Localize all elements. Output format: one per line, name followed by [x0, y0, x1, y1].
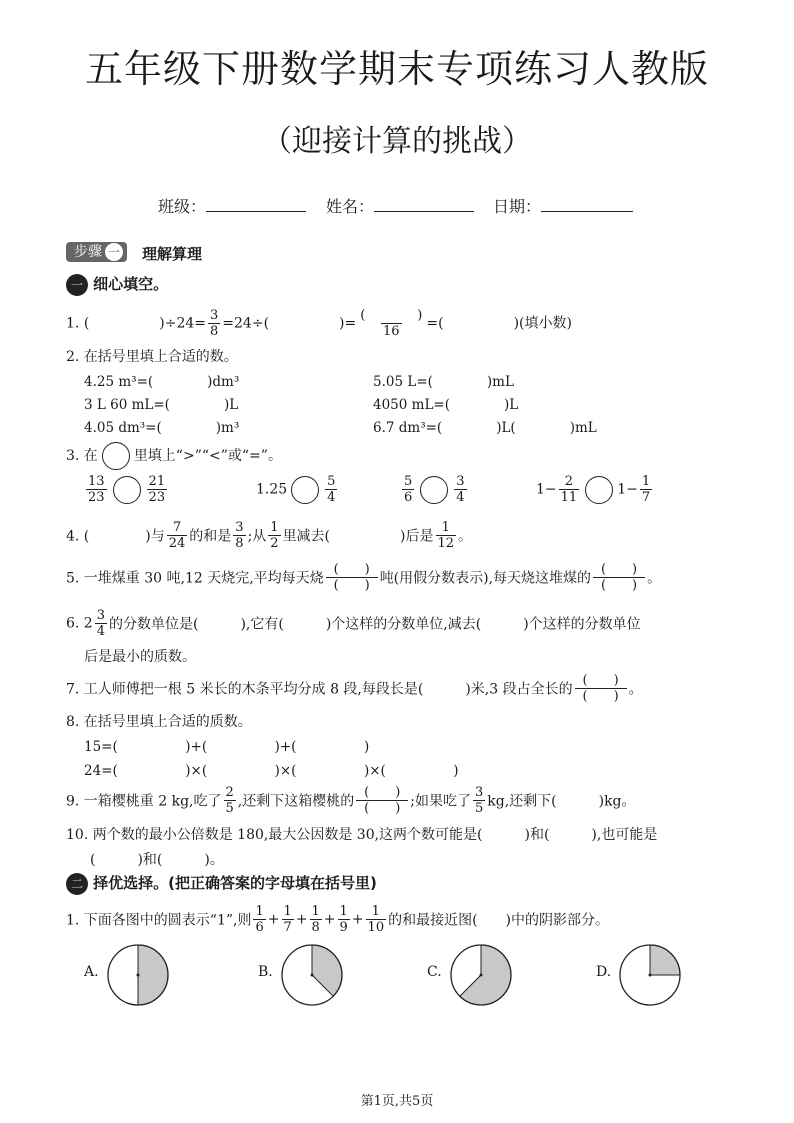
- page-footer: 第1页,共5页: [360, 1094, 434, 1109]
- pie-circle-c: [448, 942, 514, 1008]
- q3-item-c: $\frac{5}{6}$ $\frac{3}{4}$: [404, 474, 465, 505]
- question-8-heading: 8. 在括号里填上合适的质数。: [66, 714, 252, 730]
- q3-item-d: 1− $\frac{2}{11}$ 1− $\frac{1}{7}$: [536, 474, 651, 505]
- question-10: 10. 两个数的最小公倍数是 180,最大公因数是 30,这两个数可能是( )和( ),也可能是: [66, 827, 658, 843]
- q2-item: 6.7 dm³=( )L( )mL: [373, 420, 597, 436]
- center-dot: [480, 974, 483, 977]
- question-3-heading: 3. 在 里填上“>”“<”或“=”。: [66, 442, 282, 470]
- class-blank[interactable]: [206, 197, 306, 212]
- center-dot: [649, 974, 652, 977]
- answer-fraction-blank[interactable]: $\frac{( )}{( )}$: [593, 562, 645, 593]
- q1-text: =( )(填小数): [426, 315, 572, 332]
- compare-circle[interactable]: [291, 476, 319, 504]
- page-title: 五年级下册数学期末专项练习人教版: [84, 47, 709, 91]
- fraction: $\frac{3}{8}$: [210, 308, 219, 339]
- section-1-heading: [66, 273, 168, 296]
- step-title: 理解算理: [142, 245, 203, 263]
- class-field: [158, 194, 306, 217]
- answer-fraction-blank[interactable]: $\frac{( )}{( )}$: [575, 673, 627, 704]
- compare-circle: [102, 442, 130, 470]
- q2-item: 3 L 60 mL=( )L: [84, 397, 239, 413]
- q1-text: ( )÷24=: [83, 315, 207, 332]
- q3-item-b: 1.25 $\frac{5}{4}$: [256, 474, 336, 505]
- answer-fraction-blank[interactable]: $\frac{( )}{( )}$: [356, 785, 408, 816]
- question-7: 7. 工人师傅把一根 5 米长的木条平均分成 8 段,每段长是( )米,3 段占全长的 $\frac{( )}{( )}$ 。: [66, 673, 643, 704]
- pie-circle-b: [279, 942, 345, 1008]
- q2-item: 4.25 m³=( )dm³: [84, 374, 240, 390]
- step-number: 一: [105, 243, 123, 261]
- q2-item: 4.05 dm³=( )m³: [84, 420, 240, 436]
- q2-item: 4050 mL=( )L: [373, 397, 519, 413]
- name-blank[interactable]: [374, 197, 474, 212]
- q2-item: 5.05 L=( )mL: [373, 374, 514, 390]
- question-number: 1.: [66, 315, 80, 332]
- shaded-sector: [312, 945, 342, 996]
- question-9: 9. 一箱樱桃重 2 kg,吃了 $\frac{2}{5}$ ,还剩下这箱樱桃的 $\frac{( )}{( )}$ ;如果吃了 $\frac{3}{5}$ kg,还剩下( )kg。: [66, 785, 636, 816]
- center-dot: [311, 974, 314, 977]
- question-4: 4. ( )与 $\frac{7}{24}$ 的和是 $\frac{3}{8}$ ;从 $\frac{1}{2}$ 里减去( )后是 $\frac{1}{12}$ 。: [66, 520, 473, 551]
- compare-circle[interactable]: [113, 476, 141, 504]
- question-1: [66, 308, 572, 339]
- name-field: [326, 194, 474, 217]
- shaded-sector: [138, 945, 168, 1005]
- question-5: 5. 一堆煤重 30 吨,12 天烧完,平均每天烧 $\frac{( )}{( )}$ 吨(用假分数表示),每天烧这堆煤的 $\frac{( )}{( )}$ 。: [66, 562, 662, 593]
- section-number: 一: [66, 274, 88, 296]
- pie-circle-a: [105, 942, 171, 1008]
- page-subtitle: （迎接计算的挑战）: [262, 124, 532, 159]
- class-label: 班级：: [158, 197, 207, 216]
- q1-text: =24÷( )=: [222, 315, 357, 332]
- fraction: $\frac{( )}{16}$: [360, 308, 423, 339]
- s2-question-1: 1. 下面各图中的圆表示“1”,则 $\frac{1}{6}$ + $\frac{1}{7}$ + $\frac{1}{8}$ + $\frac{1}{9}$ + $\frac{1}{10}$ 的和最接近图( )中的阴影部分。: [66, 904, 610, 935]
- q8-item: 15=( )+( )+( ): [84, 739, 370, 755]
- section-title: 择优选择。(把正确答案的字母填在括号里): [93, 874, 377, 892]
- center-dot: [137, 974, 140, 977]
- answer-fraction-blank[interactable]: $\frac{( )}{( )}$: [326, 562, 378, 593]
- date-field: [493, 194, 633, 217]
- section-title: 细心填空。: [93, 275, 169, 293]
- question-2-heading: 2. 在括号里填上合适的数。: [66, 349, 238, 365]
- question-10-line2: ( )和( )。: [90, 852, 224, 868]
- question-6: 6. 2 $\frac{3}{4}$ 的分数单位是( ),它有( )个这样的分数单位,减去( )个这样的分数单位: [66, 608, 641, 639]
- step-badge: [66, 242, 127, 262]
- section-number: 二: [66, 873, 88, 895]
- date-label: 日期：: [493, 197, 542, 216]
- step-badge-label: 步骤: [74, 244, 102, 260]
- date-blank[interactable]: [541, 197, 633, 212]
- compare-circle[interactable]: [420, 476, 448, 504]
- section-2-heading: [66, 872, 377, 895]
- pie-circle-d: [617, 942, 683, 1008]
- compare-circle[interactable]: [585, 476, 613, 504]
- question-6-line2: 后是最小的质数。: [84, 649, 196, 665]
- q8-item: 24=( )×( )×( )×( ): [84, 763, 459, 779]
- q3-item-a: $\frac{13}{23}$ $\frac{21}{23}$: [88, 474, 166, 505]
- name-label: 姓名：: [326, 197, 375, 216]
